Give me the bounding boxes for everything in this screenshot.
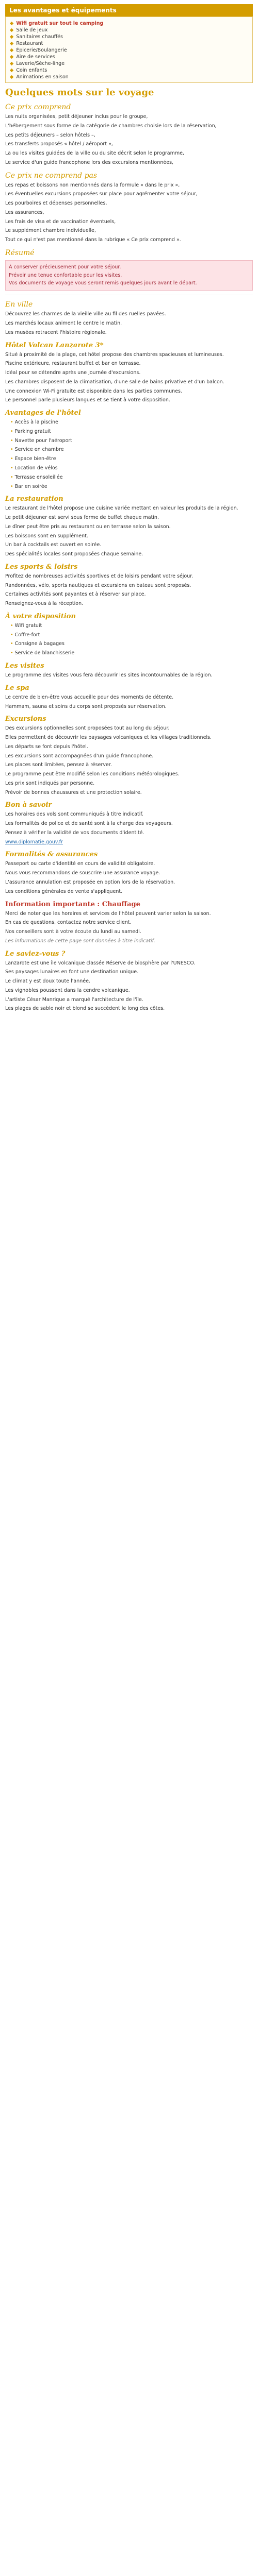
paragraph: Les nuits organisées, petit déjeuner inclus pour le groupe, [5, 114, 148, 120]
amenity-item: ◆ Restaurant [10, 41, 43, 46]
section-title-voyage: Quelques mots sur le voyage [5, 87, 154, 98]
paragraph: Le dîner peut être pris au restaurant ou en terrasse selon la saison. [5, 523, 171, 530]
paragraph: Le supplément chambre individuelle, [5, 228, 96, 234]
paragraph: Des excursions optionnelles sont proposées tout au long du séjour. [5, 725, 170, 732]
page [0, 0, 258, 1019]
list-item: • Location de vélos [10, 465, 253, 472]
paragraph: Les horaires des vols sont communiqués à titre indicatif. [5, 811, 144, 818]
paragraph: Les éventuelles excursions proposées sur place pour agrémenter votre séjour, [5, 191, 198, 197]
section-title-prix-ne-comprend-pas: Ce prix ne comprend pas [5, 171, 98, 180]
section-title-disposition: À votre disposition [5, 612, 76, 620]
paragraph: Les places sont limitées, pensez à réserver. [5, 762, 112, 768]
paragraph: Merci de noter que les horaires et services de l'hôtel peuvent varier selon la saison. [5, 910, 211, 917]
section-title-avantages-hotel: Avantages de l'hôtel [5, 409, 81, 417]
paragraph: Renseignez-vous à la réception. [5, 601, 84, 607]
paragraph: Nos conseillers sont à votre écoute du lundi au samedi. [5, 929, 141, 935]
paragraph: Les plages de sable noir et blond se succèdent le long des côtes. [5, 1006, 165, 1012]
diamond-icon: ◆ [10, 41, 14, 46]
list-item: • Navette pour l'aéroport [10, 437, 253, 445]
paragraph: Découvrez les charmes de la vieille ville au fil des ruelles pavées. [5, 311, 166, 317]
paragraph: Prévoir de bonnes chaussures et une protection solaire. [5, 789, 142, 795]
paragraph: Le petit déjeuner est servi sous forme de buffet chaque matin. [5, 515, 159, 521]
paragraph: Le climat y est doux toute l'année. [5, 978, 90, 985]
paragraph: L'assurance annulation est proposée en option lors de la réservation. [5, 879, 175, 885]
amenity-item: ◆ Coin enfants [10, 67, 47, 73]
list-item: • Service en chambre [10, 446, 253, 453]
list-item: • Espace bien-être [10, 455, 253, 463]
paragraph: Le personnel parle plusieurs langues et se tient à votre disposition. [5, 397, 170, 403]
paragraph: Les marchés locaux animent le centre le matin. [5, 320, 122, 327]
paragraph: Le service d'un guide francophone lors des excursions mentionnées, [5, 159, 174, 165]
notice-box [5, 260, 253, 291]
paragraph: Les transferts proposés « hôtel / aéroport », [5, 141, 113, 147]
diamond-icon: ◆ [10, 27, 14, 33]
paragraph: Le programme peut être modifié selon les conditions météorologiques. [5, 771, 180, 777]
paragraph: Les chambres disposent de la climatisation, d'une salle de bains privative et d'un balcon. [5, 379, 224, 385]
diamond-icon: ◆ [10, 47, 14, 53]
section-title-information: Information importante : Chauffage [5, 900, 140, 908]
section-title-sports-loisirs: Les sports & loisirs [5, 563, 78, 571]
paragraph: Hammam, sauna et soins du corps sont proposés sur réservation. [5, 703, 167, 709]
section-title-resume: Résumé [5, 248, 35, 257]
paragraph: Les petits déjeuners – selon hôtels –, [5, 132, 95, 138]
list-item: • Consigne à bagages [10, 640, 253, 648]
paragraph: Les musées retracent l'histoire régionale. [5, 329, 107, 335]
notice-line: À conserver précieusement pour votre séjour. [9, 264, 121, 270]
paragraph: Les formalités de police et de santé sont à la charge des voyageurs. [5, 821, 173, 827]
paragraph: Les conditions générales de vente s'appliquent. [5, 888, 123, 894]
section-title-restauration: La restauration [5, 495, 63, 503]
paragraph: Nous vous recommandons de souscrire une assurance voyage. [5, 870, 160, 876]
amenity-item: ◆ Salle de jeux [10, 27, 48, 33]
diamond-icon: ◆ [10, 67, 14, 73]
paragraph: Une connexion Wi-Fi gratuite est disponible dans les parties communes. [5, 388, 182, 394]
paragraph: Tout ce qui n'est pas mentionné dans la rubrique « Ce prix comprend ». [5, 237, 181, 243]
section-title-prix-comprend: Ce prix comprend [5, 103, 71, 111]
diamond-icon: ◆ [10, 74, 14, 80]
paragraph: Les excursions sont accompagnées d'un guide francophone. [5, 753, 154, 759]
amenities-list [10, 20, 248, 80]
paragraph: L'artiste César Manrique a marqué l'architecture de l'île. [5, 996, 143, 1003]
section-title-saviez-vous: Le saviez-vous ? [5, 950, 66, 958]
diplomatie-link[interactable]: www.diplomatie.gouv.fr [5, 839, 63, 845]
amenity-item: ◆ Animations en saison [10, 74, 69, 80]
paragraph: Les pourboires et dépenses personnelles, [5, 200, 107, 207]
link-paragraph [5, 839, 253, 846]
paragraph: Les assurances, [5, 209, 44, 215]
paragraph: Les prix sont indiqués par personne. [5, 780, 95, 786]
paragraph: Ses paysages lunaires en font une destination unique. [5, 969, 139, 975]
list-item: • Service de blanchisserie [10, 650, 253, 657]
section-title-formalites: Formalités & assurances [5, 851, 98, 859]
paragraph: En cas de questions, contactez notre service client. [5, 920, 132, 926]
paragraph: Idéal pour se détendre après une journée d'excursions. [5, 370, 141, 376]
amenity-item: ◆ Épicerie/Boulangerie [10, 47, 67, 53]
paragraph: Le programme des visites vous fera découvrir les sites incontournables de la région. [5, 672, 213, 678]
amenity-item: ◆ Laverie/Sèche-linge [10, 61, 65, 66]
amenity-item: ◆ Wifi gratuit sur tout le camping [10, 21, 104, 26]
list-item: • Wifi gratuit [10, 622, 253, 630]
paragraph: Elles permettent de découvrir les paysages volcaniques et les villages traditionnels. [5, 735, 212, 741]
notice-line: Prévoir une tenue confortable pour les visites. [9, 272, 122, 278]
paragraph: Piscine extérieure, restaurant buffet et bar en terrasse. [5, 361, 141, 367]
paragraph: Les repas et boissons non mentionnés dans la formule « dans le prix », [5, 182, 180, 188]
paragraph: Les frais de visa et de vaccination éventuels, [5, 218, 116, 225]
paragraph: Un bar à cocktails est ouvert en soirée. [5, 542, 102, 548]
list-item: • Bar en soirée [10, 483, 253, 490]
notice-line: Vos documents de voyage vous seront remis quelques jours avant le départ. [9, 280, 197, 286]
diamond-icon: ◆ [10, 21, 14, 26]
paragraph: Les informations de cette page sont données à titre indicatif. [5, 938, 155, 944]
paragraph: Situé à proximité de la plage, cet hôtel propose des chambres spacieuses et lumineuses. [5, 351, 224, 358]
amenity-item: ◆ Sanitaires chauffés [10, 34, 63, 40]
paragraph: Les vignobles poussent dans la cendre volcanique. [5, 987, 130, 993]
paragraph: Certaines activités sont payantes et à réserver sur place. [5, 591, 146, 598]
diamond-icon: ◆ [10, 54, 14, 60]
section-title-excursions: Excursions [5, 715, 46, 723]
diamond-icon: ◆ [10, 61, 14, 66]
paragraph: Randonnées, vélo, sports nautiques et excursions en bateau sont proposés. [5, 582, 191, 588]
paragraph: Les départs se font depuis l'hôtel. [5, 743, 88, 750]
section-title-hotel: Hôtel Volcan Lanzarote 3* [5, 341, 104, 349]
amenity-item: ◆ Aire de services [10, 54, 55, 60]
section-title-spa: Le spa [5, 684, 29, 692]
section-title-visites: Les visites [5, 662, 44, 670]
section-header-avantages [5, 4, 253, 16]
section-title-bon-a-savoir: Bon à savoir [5, 801, 52, 809]
disposition-list [5, 622, 253, 657]
diamond-icon: ◆ [10, 34, 14, 40]
amenities-box [5, 16, 253, 83]
paragraph: Pensez à vérifier la validité de vos documents d'identité. [5, 829, 144, 836]
paragraph: La ou les visites guidées de la ville ou du site décrit selon le programme, [5, 150, 184, 157]
section-header-title: Les avantages et équipements [9, 7, 117, 14]
paragraph: Le restaurant de l'hôtel propose une cuisine variée mettant en valeur les produits de la région. [5, 505, 238, 512]
list-item: • Coffre-fort [10, 632, 253, 639]
paragraph: Des spécialités locales sont proposées chaque semaine. [5, 551, 143, 557]
hotel-advantages-list [5, 419, 253, 490]
paragraph: Passeport ou carte d'identité en cours de validité obligatoire. [5, 861, 155, 867]
paragraph: Lanzarote est une île volcanique classée Réserve de biosphère par l'UNESCO. [5, 960, 196, 966]
list-item: • Accès à la piscine [10, 419, 253, 426]
paragraph: Profitez de nombreuses activités sportives et de loisirs pendant votre séjour. [5, 573, 194, 579]
list-item: • Terrasse ensoleillée [10, 474, 253, 481]
paragraph: Les boissons sont en supplément. [5, 533, 88, 539]
section-title-en-ville: En ville [5, 300, 33, 309]
paragraph: Le centre de bien-être vous accueille pour des moments de détente. [5, 694, 174, 700]
paragraph: L'hébergement sous forme de la catégorie de chambres choisie lors de la réservation, [5, 123, 217, 129]
list-item: • Parking gratuit [10, 428, 253, 435]
